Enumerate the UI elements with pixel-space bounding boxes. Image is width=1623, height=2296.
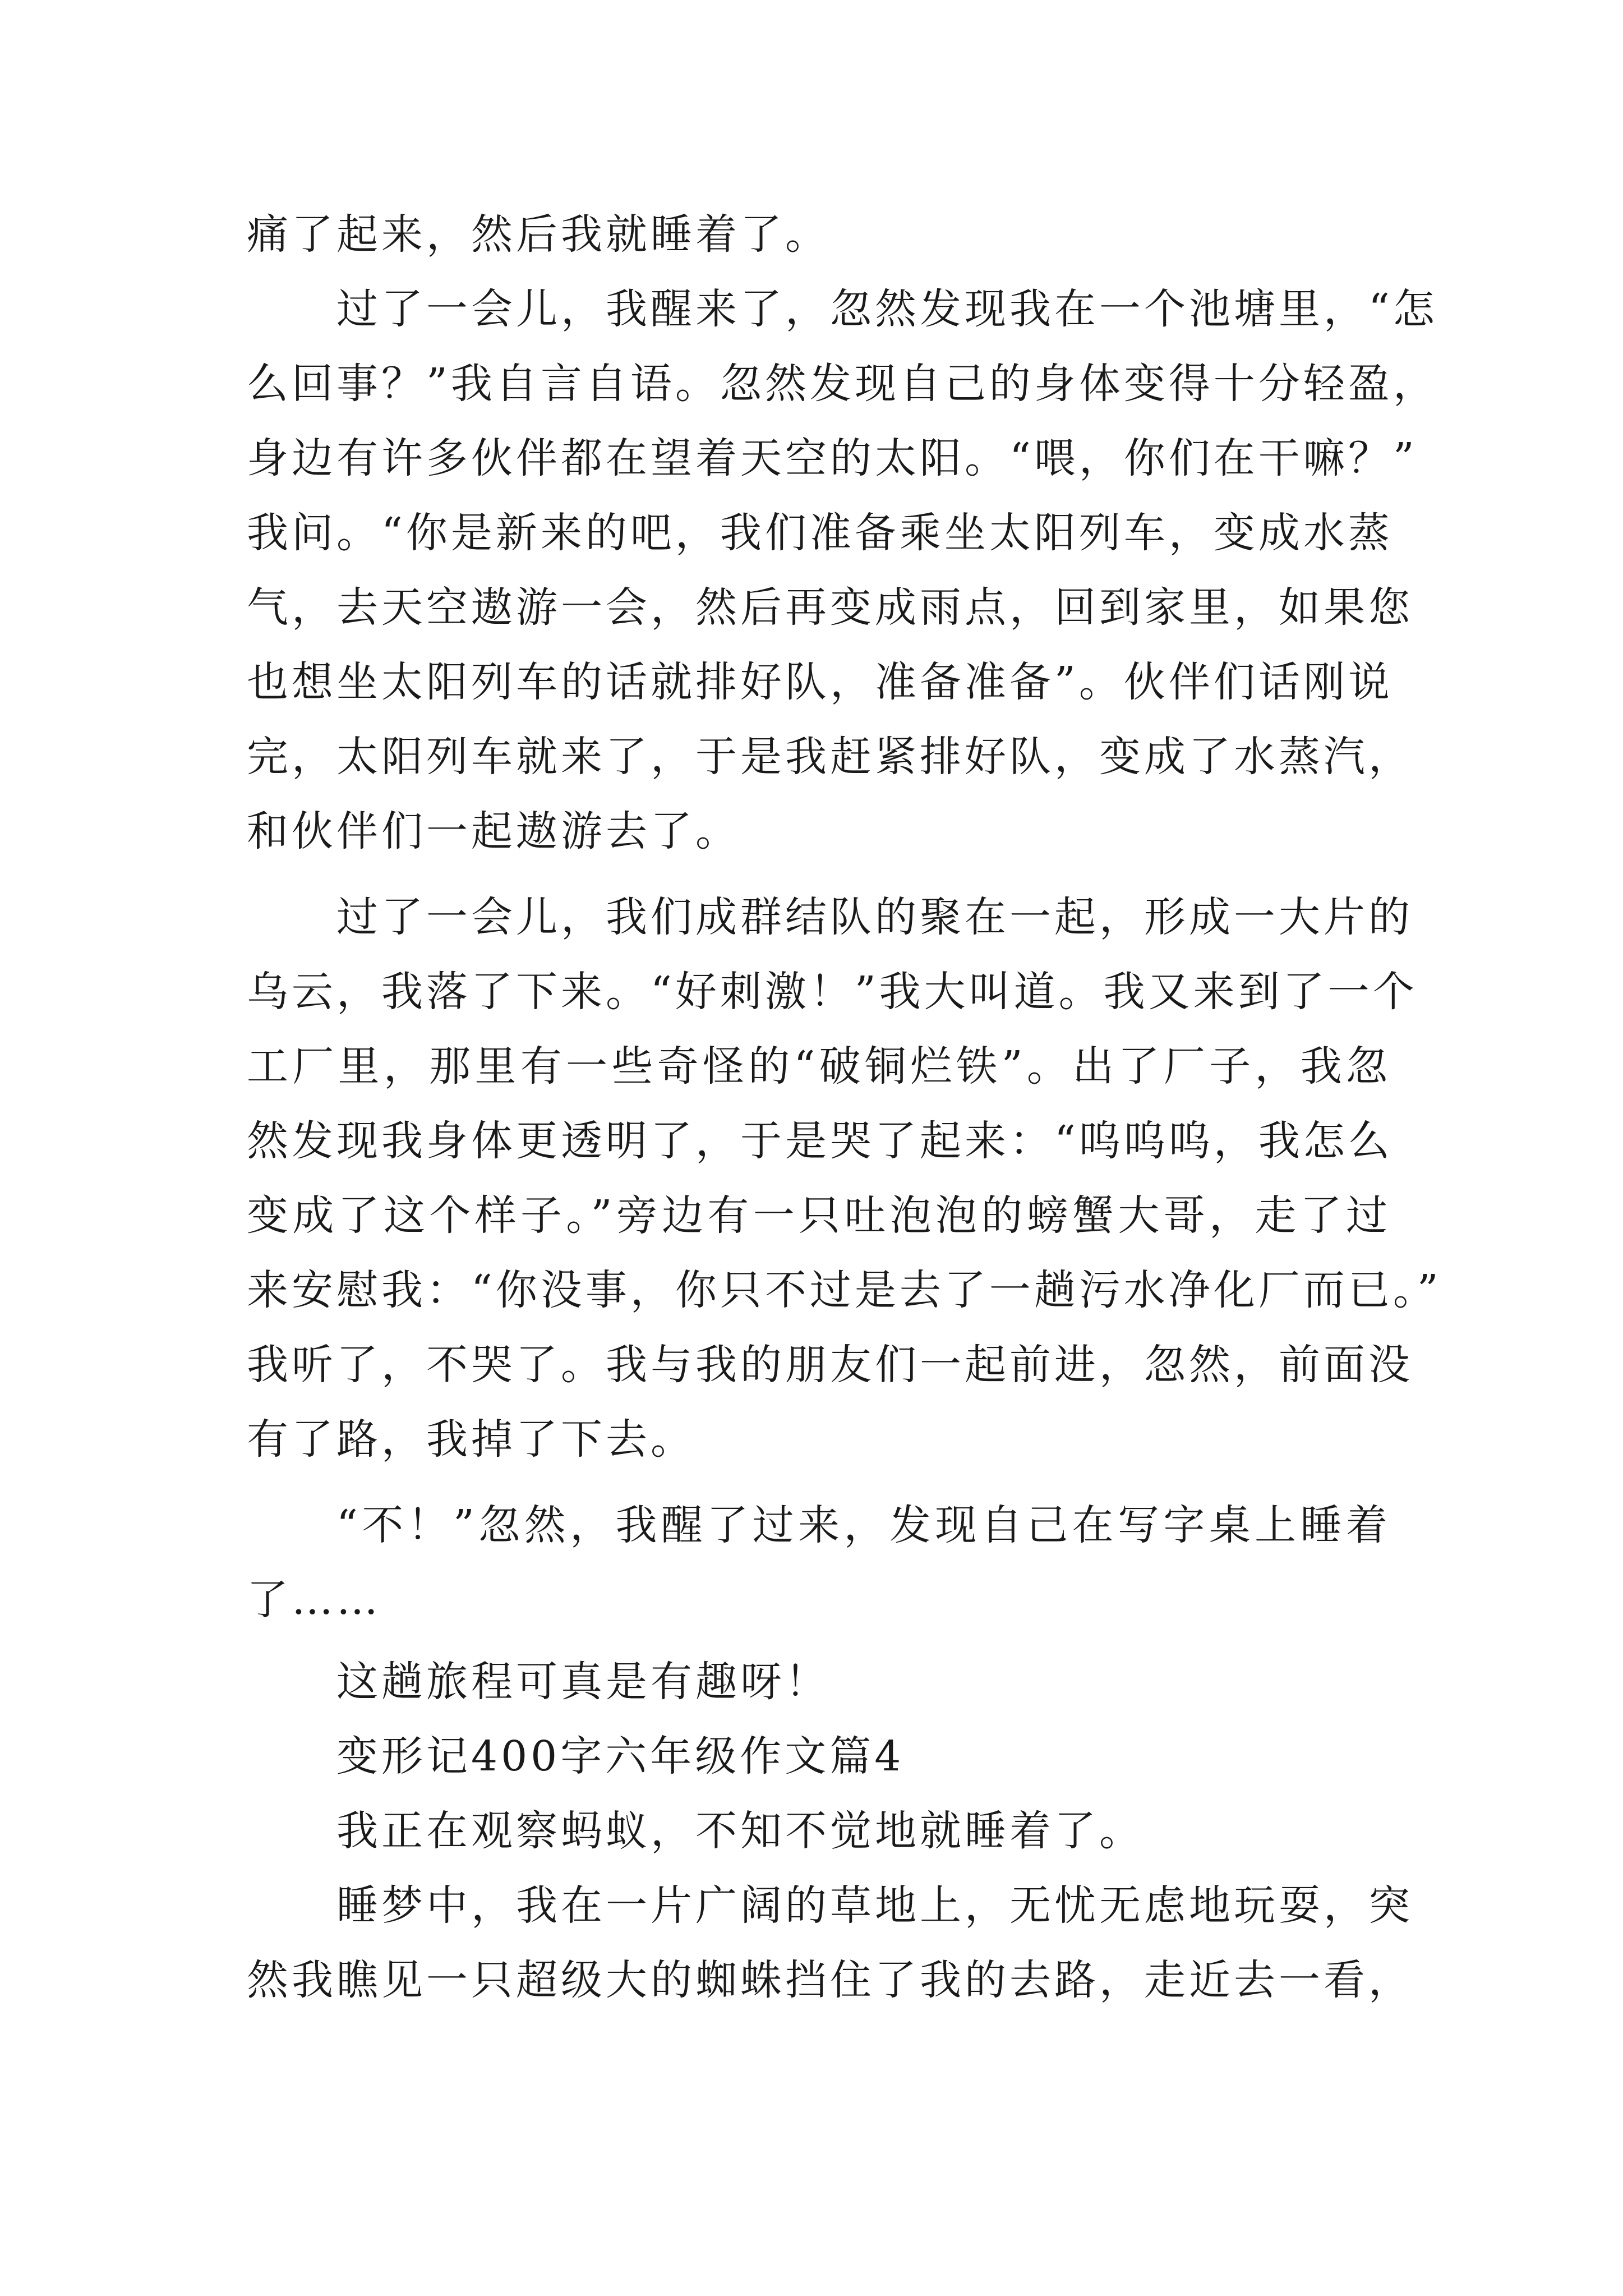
text-line: 和伙伴们一起遨游去了。 <box>247 807 740 855</box>
text-line: 完，太阳列车就来了，于是我赶紧排好队，变成了水蒸汽， <box>247 733 1413 781</box>
text-line: 也想坐太阳列车的话就排好队，准备准备”。伙伴们话刚说 <box>247 658 1393 706</box>
text-line: 气，去天空遨游一会，然后再变成雨点，回到家里，如果您 <box>247 583 1413 632</box>
text-line: 了…… <box>247 1576 381 1624</box>
text-line: 我正在观察蚂蚁，不知不觉地就睡着了。 <box>336 1807 1144 1855</box>
text-line: 有了路，我掉了下去。 <box>247 1415 695 1464</box>
text-line: 来安慰我：“你没事，你只不过是去了一趟污水净化厂而已。” <box>247 1266 1442 1314</box>
text-line: 然我瞧见一只超级大的蜘蛛挡住了我的去路，走近去一看， <box>247 1956 1413 2004</box>
text-line: 痛了起来，然后我就睡着了。 <box>247 210 830 259</box>
text-line: 么回事？”我自言自语。忽然发现自己的身体变得十分轻盈， <box>247 360 1438 408</box>
text-line: 变成了这个样子。”旁边有一只吐泡泡的螃蟹大哥，走了过 <box>247 1191 1391 1240</box>
text-line: 身边有许多伙伴都在望着天空的太阳。“喂，你们在干嘛？” <box>247 434 1418 482</box>
text-line: 睡梦中，我在一片广阔的草地上，无忧无虑地玩耍，突 <box>336 1881 1413 1930</box>
text-line: 过了一会儿，我们成群结队的聚在一起，形成一大片的 <box>336 893 1413 941</box>
text-line: 工厂里，那里有一些奇怪的“破铜烂铁”。出了厂子，我忽 <box>247 1042 1391 1091</box>
text-line: 我听了，不哭了。我与我的朋友们一起前进，忽然，前面没 <box>247 1341 1413 1389</box>
text-line: 过了一会儿，我醒来了，忽然发现我在一个池塘里，“怎 <box>336 285 1438 333</box>
text-line: 这趟旅程可真是有趣呀！ <box>336 1658 830 1706</box>
text-line: 然发现我身体更透明了，于是哭了起来：“呜呜呜，我怎么 <box>247 1117 1393 1165</box>
section-heading: 变形记400字六年级作文篇4 <box>336 1732 905 1780</box>
text-line: “不！”忽然，我醒了过来，发现自己在写字桌上睡着 <box>336 1501 1391 1549</box>
text-line: 乌云，我落了下来。“好刺激！”我大叫道。我又来到了一个 <box>247 968 1418 1016</box>
text-line: 我问。“你是新来的吧，我们准备乘坐太阳列车，变成水蒸 <box>247 509 1393 557</box>
